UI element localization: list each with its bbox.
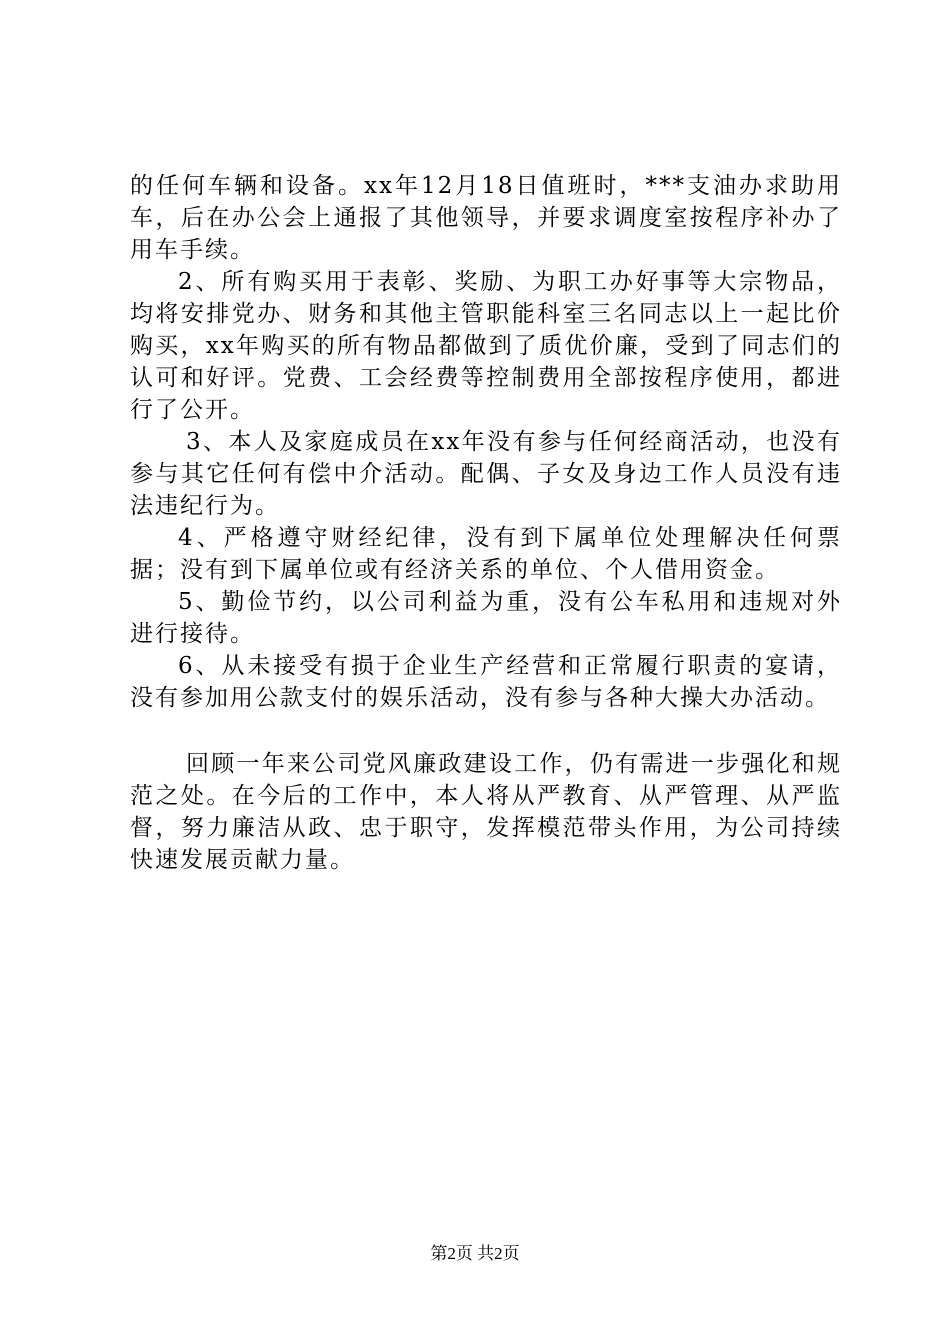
paragraph-item-2: 2、所有购买用于表彰、奖励、为职工办好事等大宗物品，均将安排党办、财务和其他主管职能科室三名同志以上一起比价购买，xx年购买的所有物品都做到了质优价廉，受到了同志们的认可和好评。党费、工会经费等控制费用全部按程序使用，都进行了公开。 [130, 269, 842, 423]
page-footer: 第2页 共2页 [430, 1244, 520, 1263]
paragraph-item-6: 6、从未接受有损于企业生产经营和正常履行职责的宴请，没有参加用公款支付的娱乐活动，没有参与各种大操大办活动。 [130, 653, 842, 711]
paragraph-continued: 的任何车辆和设备。xx年12月18日值班时，***支油办求助用车，后在办公会上通报了其他领导，并要求调度室按程序补办了用车手续。 [130, 173, 842, 263]
paragraph-conclusion: 回顾一年来公司党风廉政建设工作，仍有需进一步强化和规范之处。在今后的工作中，本人将从严教育、从严管理、从严监督，努力廉洁从政、忠于职守，发挥模范带头作用，为公司持续快速发展贡献力量。 [130, 751, 842, 873]
paragraph-item-5: 5、勤俭节约，以公司利益为重，没有公车私用和违规对外进行接待。 [130, 589, 842, 647]
document-body [130, 170, 842, 876]
paragraph-item-3: 3、本人及家庭成员在xx年没有参与任何经商活动，也没有参与其它任何有偿中介活动。配偶、子女及身边工作人员没有违法违纪行为。 [130, 429, 842, 519]
paragraph-item-4: 4、严格遵守财经纪律，没有到下属单位处理解决任何票据；没有到下属单位或有经济关系的单位、个人借用资金。 [130, 525, 842, 583]
